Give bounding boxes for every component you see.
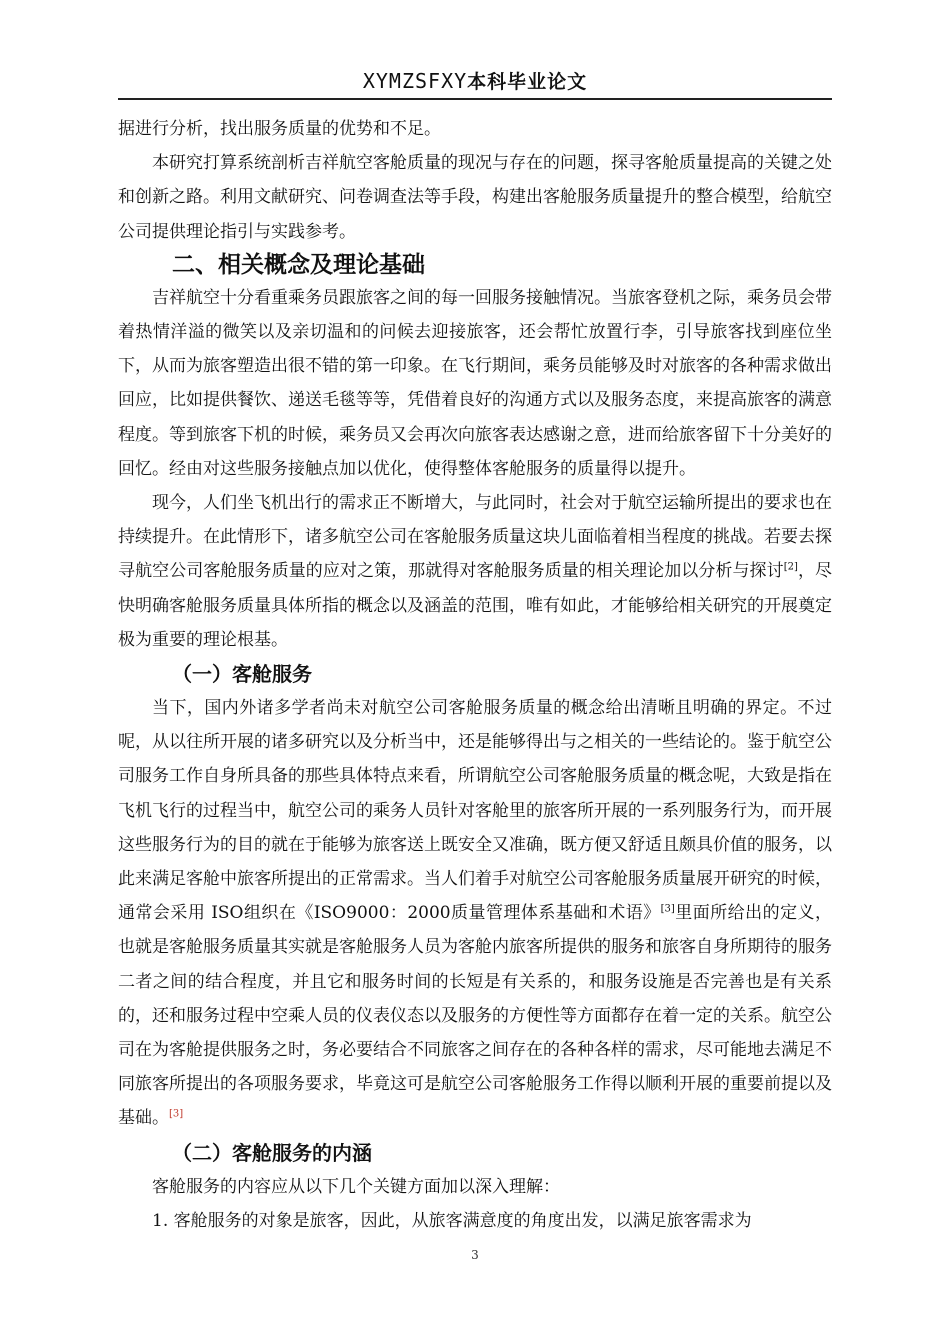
list-item-1: 1. 客舱服务的对象是旅客，因此，从旅客满意度的角度出发，以满足旅客需求为 (152, 1210, 752, 1231)
paragraph-demand-growth (118, 486, 832, 657)
header-divider (118, 98, 832, 100)
citation-marker: [2] (783, 561, 798, 573)
citation-marker: [3] (660, 903, 675, 915)
running-header (118, 66, 832, 97)
page-number: 3 (471, 1248, 479, 1262)
paragraph-text: 现今，人们坐飞机出行的需求正不断增大，与此同时，社会对于航空运输所提出的要求也在持续提升。在此情形下，诸多航空公司在客舱服务质量这块儿面临着相当程度的挑战。若要去探寻航空公司客舱服务质量的应对之策，那就得对客舱服务质量的相关理论加以分析与探讨 (118, 493, 832, 582)
paragraph-service-contact: 吉祥航空十分看重乘务员跟旅客之间的每一回服务接触情况。当旅客登机之际，乘务员会带着热情洋溢的微笑以及亲切温和的问候去迎接旅客，还会帮忙放置行李，引导旅客找到座位坐下，从而为旅客塑造出很不错的第一印象。在飞行期间，乘务员能够及时对旅客的各种需求做出回应，比如提供餐饮、递送毛毯等等，凭借着良好的沟通方式以及服务态度，来提高旅客的满意程度。等到旅客下机的时候，乘务员又会再次向旅客表达感谢之意，进而给旅客留下十分美好的回忆。经由对这些服务接触点加以优化，使得整体客舱服务的质量得以提升。 (118, 287, 832, 479)
paragraph-text: 里面所给出的定义，也就是客舱服务质量其实就是客舱服务人员为客舱内旅客所提供的服务和旅客自身所期待的服务二者之间的结合程度，并且它和服务时间的长短是有关系的，和服务设施是否完善也是有关系的，还和服务过程中空乘人员的仪表仪态以及服务的方便性等方面都存在着一定的关系。航空公司在为客舱提供服务之时，务必要结合不同旅客之间存在的各种各样的需求，尽可能地去满足不同旅客所提出的各项服务要求，毕竟这可是航空公司客舱服务工作得以顺利开展的重要前提以及基础。 (118, 903, 833, 1129)
section-heading-concepts: 二、相关概念及理论基础 (172, 251, 425, 278)
header-school-code: XYMZSFXY (362, 69, 468, 93)
paragraph-continued: 据进行分析，找出服务质量的优势和不足。 (118, 119, 441, 139)
paragraph-service-definition (118, 691, 832, 1136)
paragraph-text: 当下，国内外诸多学者尚未对航空公司客舱服务质量的概念给出清晰且明确的界定。不过呢，从以往所开展的诸多研究以及分析当中，还是能够得出与之相关的一些结论的。鉴于航空公司服务工作自身所具备的那些具体特点来看，所谓航空公司客舱服务质量的概念呢，大致是指在飞机飞行的过程当中，航空公司的乘务人员针对客舱里的旅客所开展的一系列服务行为，而开展这些服务行为的目的就在于能够为旅客送上既安全又准确，既方便又舒适且颇具价值的服务，以此来满足客舱中旅客所提出的正常需求。当人们着手对航空公司客舱服务质量展开研究的时候，通常会采用 ISO组织在《ISO9000：2000质量管理体系基础和术语》 (118, 698, 832, 924)
subsection-heading-cabin-service: （一）客舱服务 (172, 662, 312, 687)
paragraph-research-plan: 本研究打算系统剖析吉祥航空客舱质量的现况与存在的问题，探寻客舱质量提高的关键之处和创新之路。利用文献研究、问卷调查法等手段，构建出客舱服务质量提升的整合模型，给航空公司提供理论指引与实践参考。 (118, 153, 832, 242)
page-body (118, 112, 832, 1238)
paragraph-intro-list: 客舱服务的内容应从以下几个关键方面加以深入理解： (152, 1176, 560, 1197)
subsection-heading-service-connotation: （二）客舱服务的内涵 (172, 1140, 372, 1165)
header-thesis-type: 本科毕业论文 (467, 71, 588, 93)
citation-marker: [3] (169, 1108, 184, 1120)
paragraph-text: ，尽快明确客舱服务质量具体所指的概念以及涵盖的范围，唯有如此，才能够给相关研究的开展奠定极为重要的理论根基。 (118, 561, 833, 650)
